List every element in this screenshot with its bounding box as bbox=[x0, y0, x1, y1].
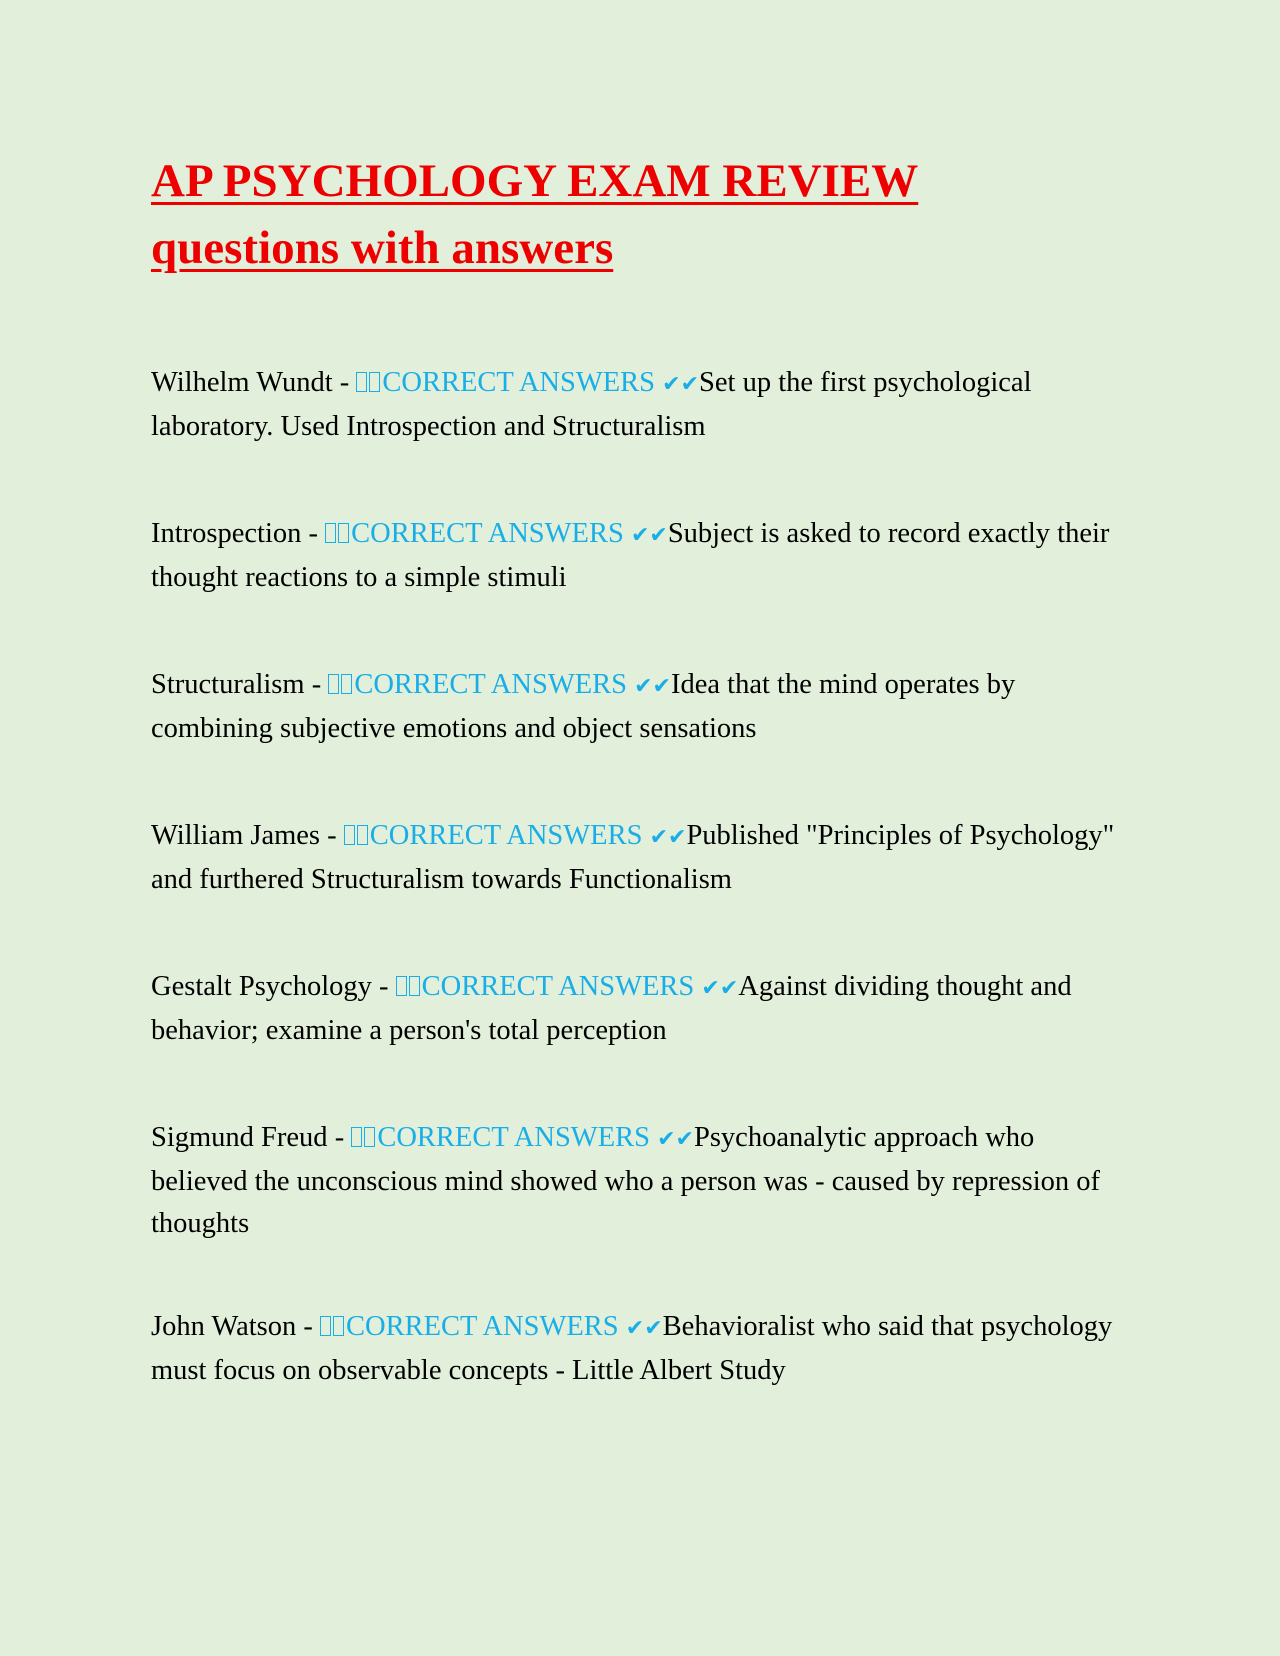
missing-glyph-icon bbox=[396, 976, 407, 996]
missing-glyph-icon bbox=[369, 372, 380, 392]
missing-glyph-icon bbox=[344, 825, 355, 845]
missing-glyph-icon bbox=[364, 1127, 375, 1147]
missing-glyph-icon bbox=[351, 1127, 362, 1147]
entry-term: William James bbox=[151, 820, 321, 851]
entry-term: Wilhelm Wundt bbox=[151, 367, 333, 398]
entry-definition: Idea that the mind operates by combining subjective emotions and object sensations bbox=[151, 669, 1016, 744]
double-check-icon: ✔✔ bbox=[649, 825, 687, 850]
entry-definition: Against dividing thought and behavior; examine a person's total perception bbox=[151, 971, 1072, 1046]
correct-answers-tag bbox=[325, 518, 668, 549]
entry-separator: - bbox=[320, 820, 344, 851]
qa-entry bbox=[151, 966, 1131, 1052]
missing-glyph-icon bbox=[356, 372, 367, 392]
missing-glyph-icon bbox=[338, 523, 349, 543]
entry-definition: Behavioralist who said that psychology must focus on observable concepts - Little Albert Study bbox=[151, 1311, 1113, 1386]
entry-separator: - bbox=[371, 971, 396, 1002]
correct-answers-label: CORRECT ANSWERS bbox=[345, 1311, 626, 1342]
correct-answers-label: CORRECT ANSWERS bbox=[382, 367, 663, 398]
entry-separator: - bbox=[332, 367, 357, 398]
correct-answers-label: CORRECT ANSWERS bbox=[421, 971, 702, 1002]
double-check-icon: ✔✔ bbox=[657, 1127, 694, 1152]
missing-glyph-icon bbox=[409, 976, 420, 996]
correct-answers-label: CORRECT ANSWERS bbox=[354, 669, 635, 700]
correct-answers-tag bbox=[344, 820, 687, 851]
title-line-1: AP PSYCHOLOGY EXAM REVIEW bbox=[151, 155, 919, 207]
double-check-icon: ✔✔ bbox=[701, 976, 739, 1001]
double-check-icon: ✔✔ bbox=[662, 372, 700, 397]
missing-glyph-icon bbox=[357, 825, 368, 845]
double-check-icon: ✔✔ bbox=[630, 523, 668, 548]
missing-glyph-icon bbox=[325, 523, 336, 543]
qa-entry bbox=[151, 513, 1131, 599]
entry-term: Gestalt Psychology bbox=[151, 971, 372, 1002]
correct-answers-label: CORRECT ANSWERS bbox=[351, 518, 631, 549]
entry-term: John Watson bbox=[151, 1311, 297, 1342]
entry-separator: - bbox=[301, 518, 326, 549]
double-check-icon: ✔✔ bbox=[634, 674, 671, 699]
entry-separator: - bbox=[304, 669, 329, 700]
correct-answers-tag bbox=[320, 1311, 663, 1342]
correct-answers-tag bbox=[396, 971, 739, 1002]
qa-entry bbox=[151, 815, 1131, 901]
qa-entry bbox=[151, 1117, 1131, 1245]
correct-answers-tag bbox=[356, 367, 699, 398]
entry-term: Introspection bbox=[151, 518, 302, 549]
entry-separator: - bbox=[327, 1122, 352, 1153]
title-line-2: questions with answers bbox=[151, 222, 614, 274]
entry-definition: Psychoanalytic approach who believed the unconscious mind showed who a person was - caused by repression of thoughts bbox=[151, 1122, 1100, 1239]
correct-answers-tag bbox=[328, 669, 671, 700]
correct-answers-label: CORRECT ANSWERS bbox=[377, 1122, 658, 1153]
entry-definition: Subject is asked to record exactly their thought reactions to a simple stimuli bbox=[151, 518, 1110, 593]
correct-answers-tag bbox=[351, 1122, 694, 1153]
missing-glyph-icon bbox=[320, 1316, 331, 1336]
qa-entry bbox=[151, 664, 1131, 750]
qa-entry bbox=[151, 362, 1131, 448]
qa-entry bbox=[151, 1306, 1131, 1392]
missing-glyph-icon bbox=[341, 674, 352, 694]
correct-answers-label: CORRECT ANSWERS bbox=[369, 820, 650, 851]
double-check-icon: ✔✔ bbox=[625, 1316, 663, 1341]
entry-term: Sigmund Freud bbox=[151, 1122, 328, 1153]
missing-glyph-icon bbox=[333, 1316, 344, 1336]
entry-term: Structuralism bbox=[151, 669, 305, 700]
document-title bbox=[151, 148, 1131, 282]
missing-glyph-icon bbox=[328, 674, 339, 694]
entry-definition: Published "Principles of Psychology" and furthered Structuralism towards Functionalism bbox=[151, 820, 1115, 895]
entry-separator: - bbox=[296, 1311, 320, 1342]
entry-definition: Set up the first psychological laboratory. Used Introspection and Structuralism bbox=[151, 367, 1032, 442]
